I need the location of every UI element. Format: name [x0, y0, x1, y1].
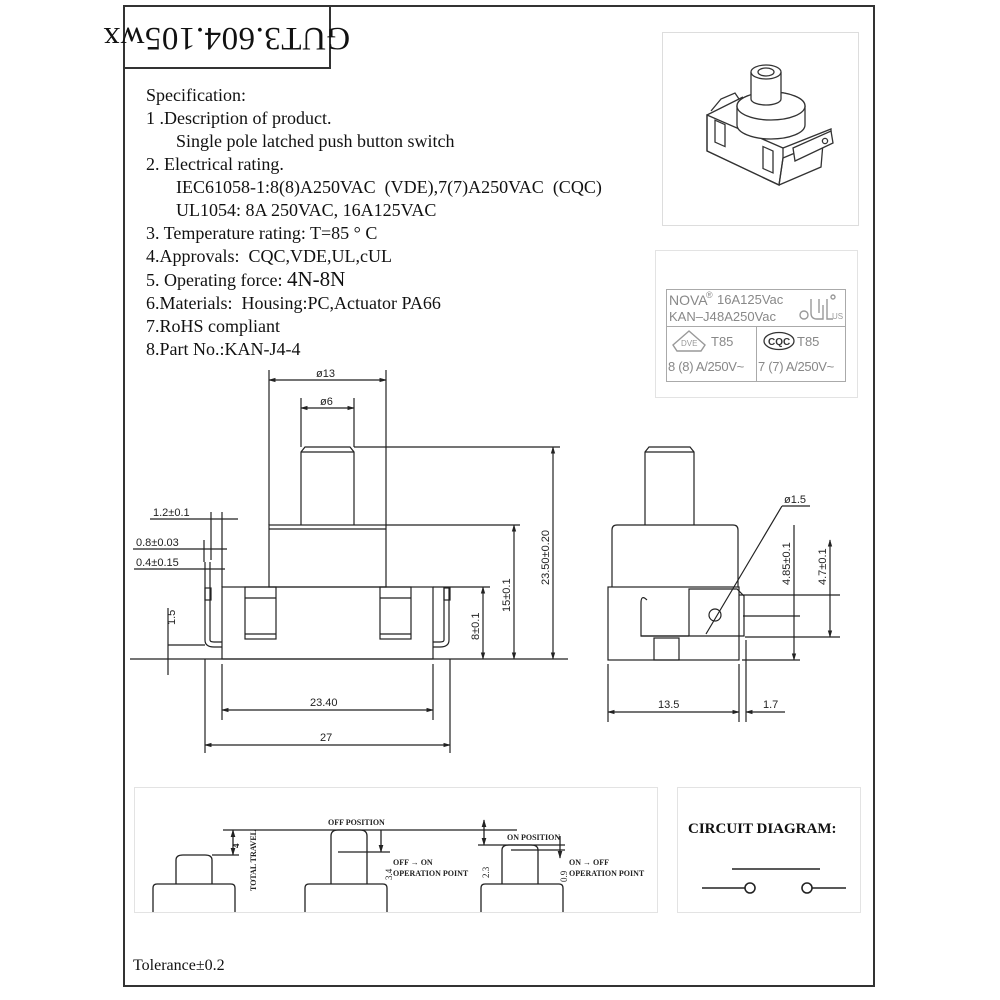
on-off-label: ON → OFF	[569, 858, 609, 867]
dim-0-8: 0.8±0.03	[136, 537, 179, 549]
spec-item-5-value: 4N-8N	[286, 267, 346, 291]
spec-item-8: 8.Part No.:KAN-J4-4	[146, 339, 301, 359]
vde-logo-icon	[669, 329, 709, 353]
drawing-number: GUT3.604.105wx	[103, 19, 351, 56]
rating-2: 8A250Vac	[717, 309, 777, 324]
dim-1-7: 1.7	[763, 699, 779, 711]
dim-15: 15±0.1	[501, 578, 513, 612]
on-off-operation-point: OPERATION POINT	[569, 869, 645, 878]
registered-mark: ®	[706, 290, 713, 300]
dim-4-7: 4.7±0.1	[817, 548, 829, 585]
dim-diameter-13: ø13	[316, 368, 335, 380]
cqc-temperature: T85	[797, 334, 820, 349]
specification-list	[146, 84, 602, 361]
dim-4-85: 4.85±0.1	[781, 542, 793, 585]
spec-item-5-label: 5. Operating force:	[146, 270, 287, 290]
total-travel-value: 4	[231, 843, 241, 848]
off-position-label: OFF POSITION	[328, 818, 385, 827]
dim-hole-diameter: ø1.5	[784, 494, 807, 506]
switch-symbol-icon	[678, 788, 862, 914]
ul-logo-icon	[799, 293, 843, 323]
spec-item-4: 4.Approvals: CQC,VDE,UL,cUL	[146, 246, 392, 266]
dim-23-5: 23.50±0.20	[540, 530, 552, 585]
circuit-diagram-panel	[677, 787, 861, 913]
dim-1-2: 1.2±0.1	[153, 507, 190, 519]
marking-label-panel	[655, 250, 858, 398]
spec-heading: Specification:	[146, 85, 246, 105]
marking-label	[666, 289, 846, 382]
cqc-logo-icon	[763, 331, 795, 351]
off-on-travel-value: 3.4	[384, 868, 394, 880]
spec-item-3: 3. Temperature rating: T=85 ° C	[146, 223, 378, 243]
on-position-label: ON POSITION	[507, 833, 561, 842]
total-travel-label: TOTAL TRAVEL	[249, 830, 258, 891]
svg-text:DVE: DVE	[681, 339, 698, 348]
dim-0-4: 0.4±0.15	[136, 557, 179, 569]
dim-diameter-6: ø6	[320, 396, 333, 408]
model-number: KAN–J4	[669, 309, 717, 324]
dim-8: 8±0.1	[470, 612, 482, 640]
spec-item-1-detail: Single pole latched push button switch	[176, 131, 455, 151]
vde-cell	[667, 326, 757, 382]
on-off-travel-value: 0.9	[559, 870, 569, 882]
brand-name: NOVA	[669, 292, 708, 308]
product-image	[662, 32, 859, 226]
title-block	[103, 5, 351, 69]
vde-rating: 8 (8) A/250V~	[668, 359, 744, 374]
spec-item-2-detail-ul: UL1054: 8A 250VAC, 16A125VAC	[176, 200, 437, 220]
travel-diagram	[135, 788, 659, 914]
off-on-operation-point: OPERATION POINT	[393, 869, 469, 878]
dim-27: 27	[320, 732, 333, 744]
cqc-cell	[757, 326, 847, 382]
dim-13-5: 13.5	[658, 699, 680, 711]
on-travel-value: 2.3	[481, 866, 491, 878]
spec-item-2-detail-iec: IEC61058-1:8(8)A250VAC (VDE),7(7)A250VAC (CQC)	[176, 177, 602, 197]
dim-23-4: 23.40	[310, 697, 338, 709]
spec-item-2: 2. Electrical rating.	[146, 154, 284, 174]
svg-text:CQC: CQC	[768, 337, 791, 348]
circuit-diagram-title: CIRCUIT DIAGRAM:	[688, 821, 837, 837]
svg-text:US: US	[832, 312, 843, 321]
switch-isometric-icon	[663, 33, 860, 227]
tolerance-note: Tolerance±0.2	[133, 957, 225, 974]
travel-diagram-panel	[134, 787, 658, 913]
vde-temperature: T85	[711, 334, 734, 349]
spec-item-6: 6.Materials: Housing:PC,Actuator PA66	[146, 293, 441, 313]
cqc-rating: 7 (7) A/250V~	[758, 359, 834, 374]
marking-label-top-row	[667, 290, 845, 327]
dim-1-5: 1.5	[166, 609, 178, 625]
spec-item-5	[146, 268, 602, 292]
spec-item-7: 7.RoHS compliant	[146, 316, 280, 336]
rating-1: 16A125Vac	[717, 292, 784, 307]
spec-item-1: 1 .Description of product.	[146, 108, 332, 128]
off-on-label: OFF → ON	[393, 858, 433, 867]
